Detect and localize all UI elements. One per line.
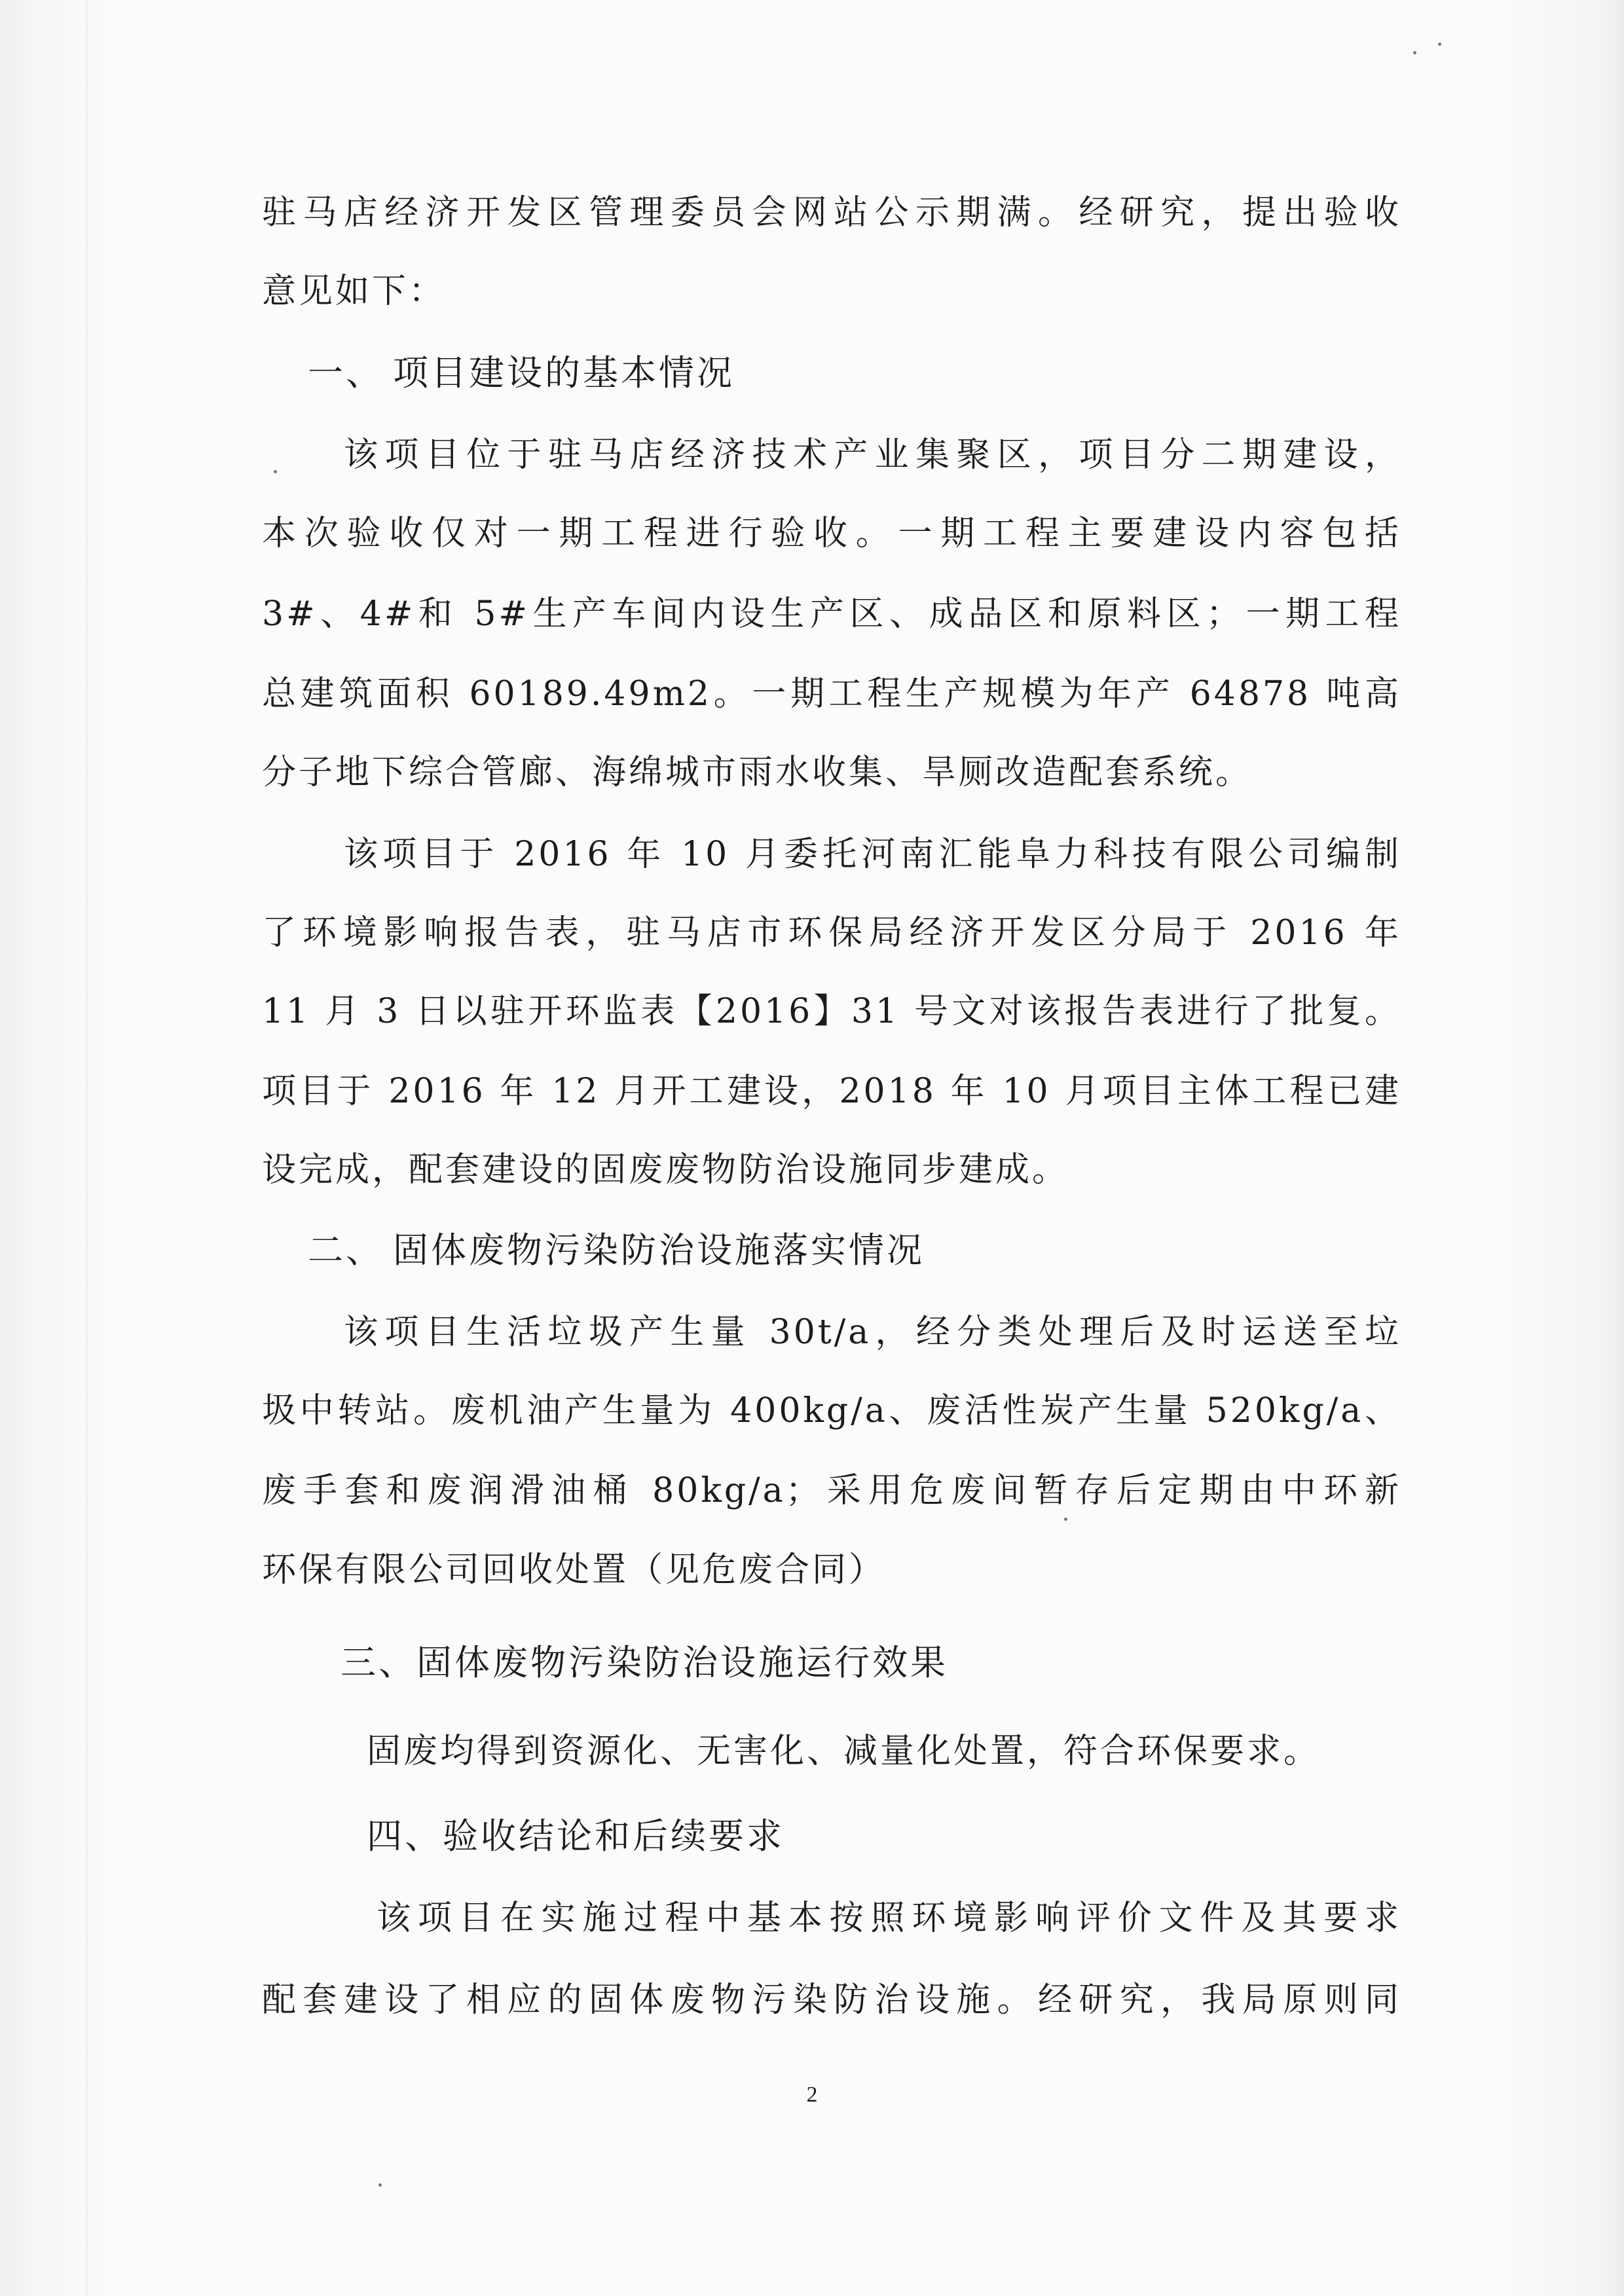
section-1-para-1-line-5: 分子地下综合管廊、海绵城市雨水收集、旱厕改造配套系统。 (262, 753, 1253, 792)
section-3-para-1-line-1: 固废均得到资源化、无害化、减量化处置，符合环保要求。 (367, 1732, 1321, 1771)
section-1-number: 一、 (308, 352, 384, 393)
scan-speck (1064, 1518, 1067, 1521)
section-2-number: 二、 (308, 1230, 384, 1271)
section-2-heading (308, 1218, 925, 1283)
section-2-title: 固体废物污染防治设施落实情况 (393, 1230, 925, 1271)
scan-speck (378, 2183, 382, 2187)
scan-speck (274, 470, 277, 473)
page-number: 2 (806, 2083, 818, 2107)
scan-speck (1413, 51, 1416, 54)
section-1-para-2-line-4: 项目于 2016 年 12 月开工建设，2018 年 10 月项目主体工程已建 (262, 1072, 1401, 1111)
section-4-heading: 四、验收结论和后续要求 (367, 1815, 784, 1857)
binding-shadow (85, 0, 89, 2296)
section-2-para-1-line-2: 圾中转站。废机油产生量为 400kg/a、废活性炭产生量 520kg/a、 (262, 1391, 1401, 1430)
scan-speck (1438, 43, 1441, 46)
section-1-para-1-line-1: 该项目位于驻马店经济技术产业集聚区，项目分二期建设， (344, 435, 1401, 475)
section-1-para-1-line-2: 本次验收仅对一期工程进行验收。一期工程主要建设内容包括 (262, 514, 1401, 553)
section-2-para-1-line-1: 该项目生活垃圾产生量 30t/a，经分类处理后及时运送至垃 (344, 1313, 1401, 1352)
intro-line-1: 驻马店经济开发区管理委员会网站公示期满。经研究，提出验收 (262, 193, 1401, 232)
section-2-para-1-line-3: 废手套和废润滑油桶 80kg/a；采用危废间暂存后定期由中环新 (262, 1471, 1401, 1510)
section-1-para-2-line-1: 该项目于 2016 年 10 月委托河南汇能阜力科技有限公司编制 (344, 835, 1401, 874)
section-1-para-1-line-4: 总建筑面积 60189.49m2。一期工程生产规模为年产 64878 吨高 (262, 674, 1401, 714)
intro-line-2: 意见如下： (262, 272, 446, 311)
section-1-para-2-line-5: 设完成，配套建设的固废废物防治设施同步建成。 (262, 1150, 1069, 1190)
section-4-para-1-line-1: 该项目在实施过程中基本按照环境影响评价文件及其要求 (377, 1899, 1401, 1938)
section-3-heading: 三、固体废物污染防治设施运行效果 (341, 1642, 948, 1683)
section-4-para-1-line-2: 配套建设了相应的固体废物污染防治设施。经研究，我局原则同 (262, 1980, 1401, 2020)
section-1-para-1-line-3: 3#、4#和 5#生产车间内设生产区、成品区和原料区；一期工程 (262, 594, 1401, 634)
section-1-title: 项目建设的基本情况 (393, 352, 735, 393)
section-2-para-1-line-4: 环保有限公司回收处置（见危废合同） (262, 1550, 886, 1590)
section-1-para-2-line-3: 11 月 3 日以驻开环监表【2016】31 号文对该报告表进行了批复。 (262, 992, 1401, 1031)
section-1-para-2-line-2: 了环境影响报告表，驻马店市环保局经济开发区分局于 2016 年 (262, 913, 1401, 953)
section-1-heading (308, 340, 735, 406)
